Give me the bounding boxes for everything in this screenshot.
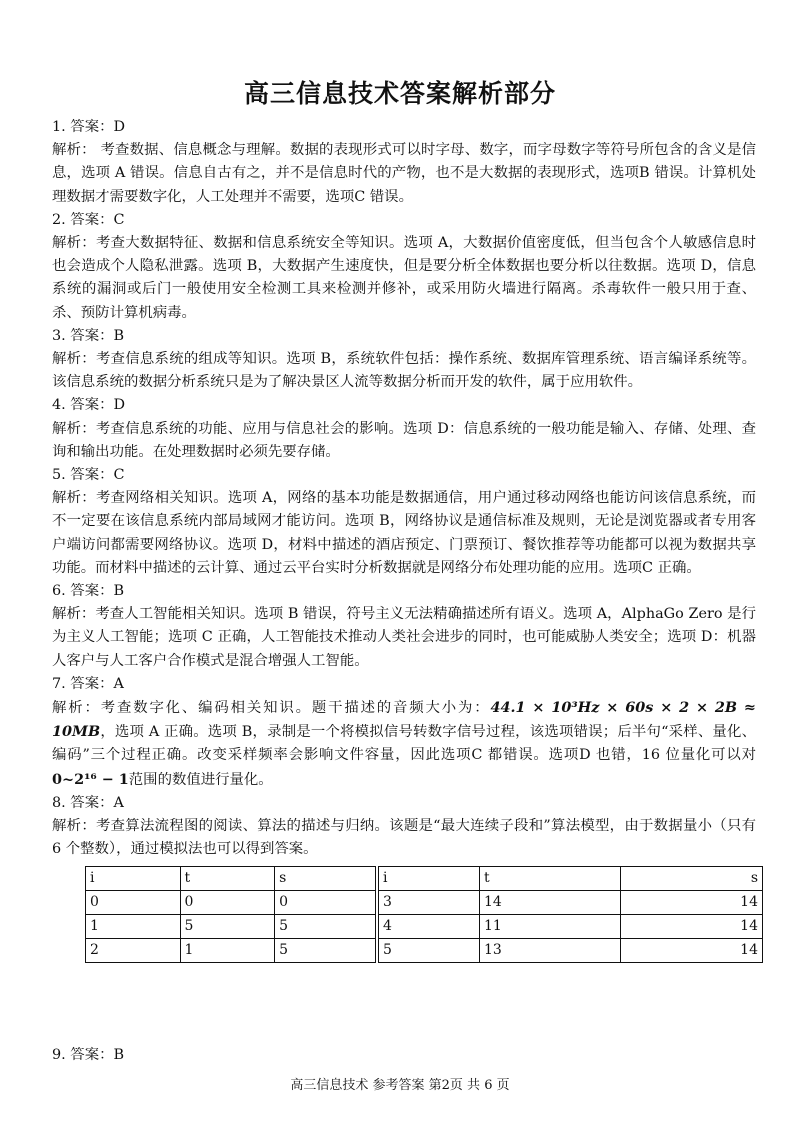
q1-answer: 1. 答案：D (52, 119, 126, 135)
q7-analysis (52, 696, 756, 792)
table-cell: 2 (86, 939, 181, 963)
page-footer: 高三信息技术 参考答案 第2页 共 6 页 (290, 1078, 510, 1093)
table-header-cell: i (377, 866, 479, 890)
table-cell: 3 (377, 890, 479, 914)
trace-table (85, 866, 763, 964)
table-header-cell: t (479, 866, 621, 890)
answer-body (52, 116, 756, 963)
table-header-cell: t (180, 866, 275, 890)
q5-analysis: 解析：考查网络相关知识。选项 A，网络的基本功能是数据通信，用户通过移动网络也能访问该信息系统，而不一定要在该信息系统内部局域网才能访问。选项 B，网络协议是通信标准及规则，无论是浏览器或者专用客户端访问都需要网络协议。选项 D，材料中描述的酒店预定、门票预订、餐饮推荐等功能都可以视为数据共享功能。而材料中描述的云计算、通过云平台实时分析数据就是网络分布处理功能的应用。选项C 正确。 (52, 490, 756, 576)
q7-answer: 7. 答案：A (52, 675, 124, 692)
q7-formula-size: 44.1 × 10³Hz × 60s × 2 × 2B ≈ 10MB (52, 699, 756, 741)
table-row (86, 914, 763, 938)
table-cell: 5 (180, 914, 275, 938)
table-cell: 5 (377, 939, 479, 963)
table-cell: 5 (275, 914, 377, 938)
q8-analysis: 解析：考查算法流程图的阅读、算法的描述与归纳。该题是“最大连续子段和”算法模型，由于数据量小（只有 6 个整数），通过模拟法也可以得到答案。 (52, 818, 756, 858)
table-cell: 4 (377, 914, 479, 938)
table-cell: 14 (479, 890, 621, 914)
table-cell: 14 (621, 914, 763, 938)
table-cell: 14 (621, 939, 763, 963)
q1-analysis: 解析： 考查数据、信息概念与理解。数据的表现形式可以时字母、数字，而字母数字等符号所包含的含义是信息，选项 A 错误。信息自古有之，并不是信息时代的产物，也不是大数据的表现形式，选项B 错误。计算机处理数据才需要数字化，人工处理并不需要，选项C 错误。 (52, 142, 756, 205)
q6-answer: 6. 答案：B (52, 583, 125, 600)
q2-analysis: 解析：考查大数据特征、数据和信息系统安全等知识。选项 A，大数据价值密度低，但当包含个人敏感信息时也会造成个人隐私泄露。选项 B，大数据产生速度快，但是要分析全体数据也要分析以往数据。选项 D，信息系统的漏洞或后门一般使用安全检测工具来检测并修补，或采用防火墙进行隔离。杀毒软件一般只用于查、杀、预防计算机病毒。 (52, 235, 756, 321)
table-cell: 0 (86, 890, 181, 914)
table-row (86, 890, 763, 914)
q6-analysis: 解析：考查人工智能相关知识。选项 B 错误，符号主义无法精确描述所有语义。选项 A，AlphaGo Zero 是行为主义人工智能；选项 C 正确，人工智能技术推动人类社会进步的同时，也可能威胁人类安全；选项 D：机器人客户与人工客户合作模式是混合增强人工智能。 (52, 606, 756, 669)
table-cell: 1 (180, 939, 275, 963)
page-title: 高三信息技术答案解析部分 (243, 79, 556, 108)
q7-analysis-suffix: 范围的数值进行量化。 (128, 771, 273, 788)
q7-analysis-prefix: 解析：考查数字化、编码相关知识。题干描述的音频大小为： (52, 700, 491, 717)
table-cell: 11 (479, 914, 621, 938)
table-cell: 0 (180, 890, 275, 914)
q3-answer: 3. 答案：B (52, 327, 125, 344)
table-cell: 1 (86, 914, 181, 938)
q9-answer: 9. 答案：B (52, 1047, 125, 1063)
table-header-cell: s (621, 866, 763, 890)
q3-analysis: 解析：考查信息系统的组成等知识。选项 B，系统软件包括：操作系统、数据库管理系统、语言编译系统等。该信息系统的数据分析系统只是为了解决景区人流等数据分析而开发的软件，属于应用软件。 (52, 351, 756, 391)
table-cell: 5 (275, 939, 377, 963)
q2-answer: 2. 答案：C (52, 211, 125, 228)
q7-formula-range: 0~2¹⁶ − 1 (52, 770, 129, 788)
table-header-cell: i (86, 866, 181, 890)
table-cell: 13 (479, 939, 621, 963)
table-header-cell: s (275, 866, 377, 890)
q4-analysis: 解析：考查信息系统的功能、应用与信息社会的影响。选项 D：信息系统的一般功能是输入、存储、处理、查询和输出功能。在处理数据时必须先要存储。 (52, 420, 756, 460)
q8-answer: 8. 答案：A (52, 794, 124, 811)
q7-analysis-mid: ，选项 A 正确。选项 B，录制是一个将模拟信号转数字信号过程，该选项错误；后半句“采样、量化、编码”三个过程正确。改变采样频率会影响文件容量，因此选项C 都错误。选项D 也错，16 位量化可以对 (52, 724, 756, 764)
table-header-row (86, 866, 763, 890)
q4-answer: 4. 答案：D (52, 397, 126, 414)
q5-answer: 5. 答案：C (52, 467, 125, 484)
table-cell: 14 (621, 890, 763, 914)
table-cell: 0 (275, 890, 377, 914)
table-row (86, 939, 763, 963)
